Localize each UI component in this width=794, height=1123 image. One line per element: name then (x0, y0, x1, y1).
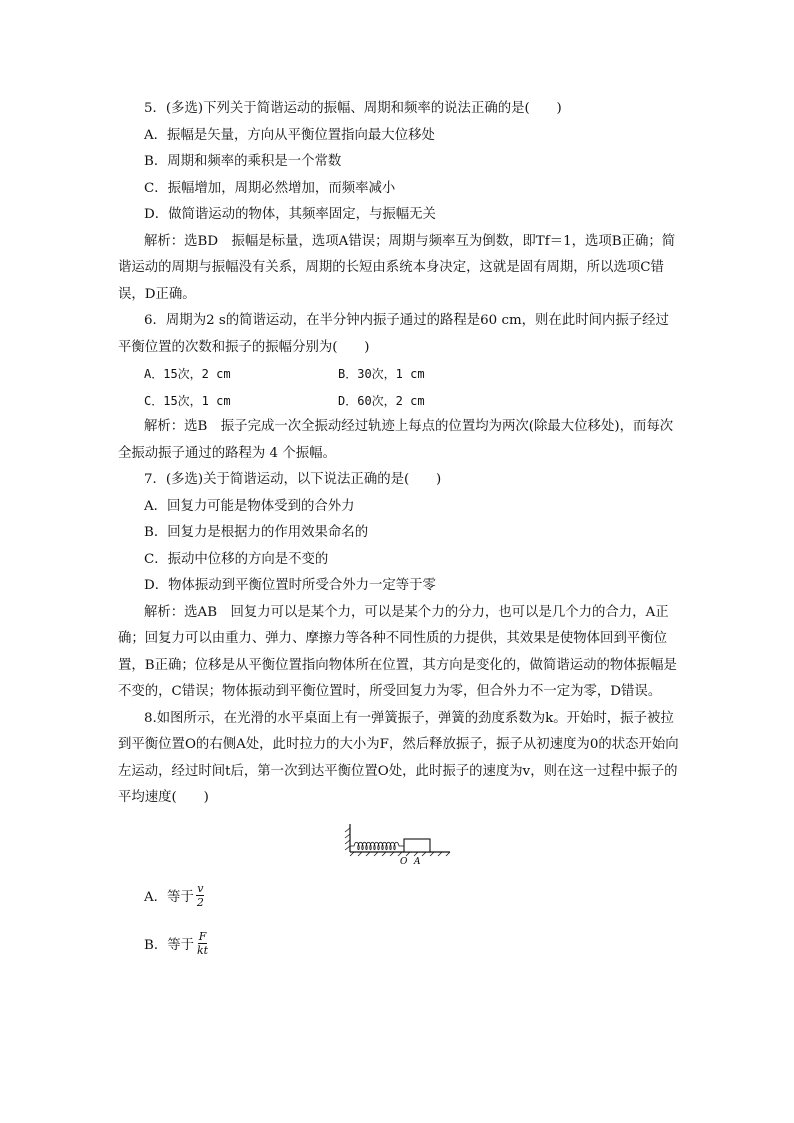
q5-analysis: 解析：选BD 振幅是标量，选项A错误；周期与频率互为倒数，即Tf＝1，选项B正确；简谐运动的周期与振幅没有关系，周期的长短由系统本身决定，这就是固有周期，所以选项C错误，D正确。 (118, 233, 676, 302)
q5-option-d: D．做简谐运动的物体，其频率固定，与振幅无关 (144, 207, 436, 222)
fraction-denominator: kt (197, 944, 209, 957)
label-a: A (414, 856, 421, 866)
question-8-stem: 8.如图所示，在光滑的水平桌面上有一弹簧振子，弹簧的劲度系数为k。开始时，振子被拉到平衡位置O的右侧A处，此时拉力的大小为F，然后释放振子，振子从初速度为0的状态开始向左运动，经过时间t后，第一次到达平衡位置O处，此时振子的速度为v，则在这一过程中振子的平均速度( ) (118, 710, 679, 805)
q8-option-a-fraction (196, 882, 205, 909)
q7-option-c: C．振动中位移的方向是不变的 (144, 551, 329, 567)
q7-option-d: D．物体振动到平衡位置时所受合外力一定等于零 (144, 578, 436, 593)
label-o: O (400, 856, 408, 866)
spring-oscillator-figure (118, 820, 680, 866)
q7-analysis: 解析：选AB 回复力可以是某个力，可以是某个力的分力，也可以是几个力的合力，A正确；回复力可以由重力、弹力、摩擦力等各种不同性质的力提供，其效果是使物体回到平衡位置，B正确；位移是从平衡位置指向物体所在位置，其方向是变化的，做简谐运动的物体振幅是不变的，C错误；物体振动到平衡位置时，所受回复力为零，但合外力不一定为零，D错误。 (118, 604, 677, 699)
document-content (118, 96, 680, 968)
q6-option-d: D．60次，2 cm (338, 393, 425, 408)
q5-option-b: B．周期和频率的乘积是一个常数 (144, 154, 342, 169)
q7-option-a: A．回复力可能是物体受到的合外力 (144, 498, 355, 514)
fraction-numerator: F (198, 930, 207, 943)
q6-options-row-2 (118, 388, 680, 415)
q6-analysis: 解析：选B 振子完成一次全振动经过轨迹上每点的位置均为两次(除最大位移处)，而每次全振动振子通过的路程为 4 个振幅。 (118, 419, 674, 461)
q7-option-b: B．回复力是根据力的作用效果命名的 (144, 525, 369, 540)
q8-option-a-prefix: A．等于 (144, 890, 194, 905)
q5-option-c: C．振幅增加，周期必然增加，而频率减小 (144, 180, 396, 196)
fraction-numerator: v (197, 882, 204, 895)
q6-option-b: B．30次，1 cm (338, 367, 425, 381)
q8-option-b-prefix: B．等于 (144, 938, 195, 953)
q5-option-a: A．振幅是矢量，方向从平衡位置指向最大位移处 (144, 127, 435, 143)
q6-option-a: A．15次，2 cm (144, 367, 231, 381)
q8-option-b (118, 920, 680, 968)
spring-oscillator-diagram (344, 820, 454, 866)
q8-option-b-fraction (196, 930, 209, 957)
question-5-stem: 5．(多选)下列关于简谐运动的振幅、周期和频率的说法正确的是( ) (144, 101, 562, 116)
question-7-stem: 7．(多选)关于简谐运动，以下说法正确的是( ) (144, 472, 442, 487)
fraction-denominator: 2 (196, 896, 204, 909)
q6-option-c: C．15次，1 cm (144, 393, 231, 408)
q6-options-row-1 (118, 361, 680, 388)
question-6-stem: 6．周期为2 s的简谐运动，在半分钟内振子通过的路程是60 cm，则在此时间内振子经过平衡位置的次数和振子的振幅分别为( ) (118, 313, 669, 355)
q8-option-a (118, 872, 680, 920)
